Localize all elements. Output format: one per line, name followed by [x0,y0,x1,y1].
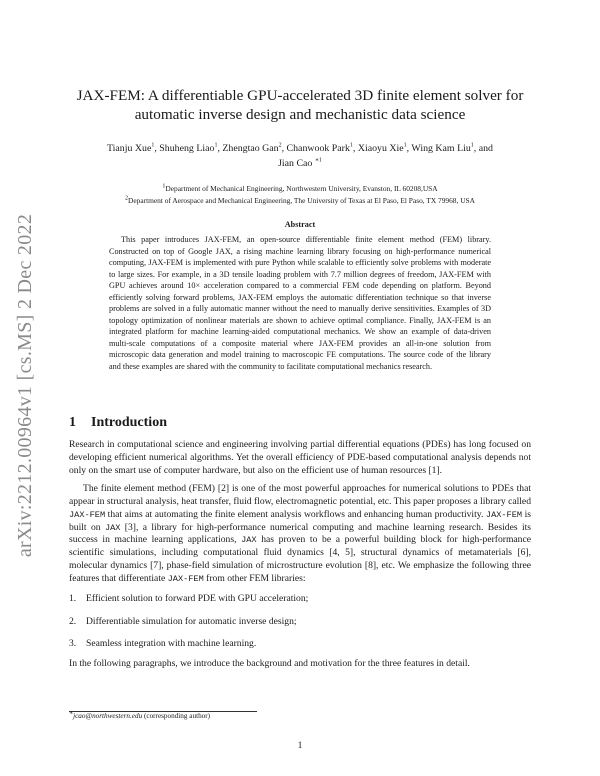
list-item [69,593,531,606]
list-number: 2. [69,615,77,627]
author: Jian Cao [278,158,313,169]
abstract-text: This paper introduces JAX-FEM, an open-source differentiable finite element method (FEM) library. Constructed on top of Google JAX, a rising machine learning library focusing on high-performance numerical computing, JAX-FEM is implemented with pure Python while scalable to efficiently solve problems with moderate to large sizes. For example, in a 3D tensile loading problem with 7.7 million degrees of freedom, JAX-FEM with GPU achieves around 10× acceleration compared to a commercial FEM code depending on platform. Beyond efficiently solving forward problems, JAX-FEM employs the automatic differentiation technique so that inverse problems are solved in a fully automatic manner without the need to manually derive sensitivities. Examples of 3D topology optimization of nonlinear materials are shown to achieve optimal compliance. Finally, JAX-FEM is an integrated platform for machine learning-aided computational mechanics. We show an example of data-driven multi-scale computations of a composite material where JAX-FEM provides an all-in-one solution from microscopic data generation and model training to macroscopic FE computations. The source code of the library and these examples are shared with the community to facilitate computational mechanics research. [109,235,491,372]
paragraph: In the following paragraphs, we introduce the background and motivation for the three features in detail. [69,658,470,669]
footnote [69,712,210,720]
author-affil-mark: 1 [349,142,353,149]
page-number: 1 [297,740,303,751]
code-inline: JAX-FEM [485,509,523,520]
code-inline: JAX [104,522,121,533]
affiliations [40,183,560,207]
list-item [69,638,531,651]
author-affil-mark: 1 [151,142,155,149]
author-affil-mark: 1 [214,142,218,149]
arxiv-id-text: arXiv:2212.00964v1 [cs.MS] 2 Dec 2022 [14,213,37,557]
list-text: Differentiable simulation for automatic inverse design; [86,615,297,627]
list-number: 3. [69,637,77,649]
list-item [69,616,531,629]
abstract-heading: Abstract [284,220,316,229]
affiliation-mark: 2 [125,195,129,202]
author: Chanwook Park [286,143,350,154]
author-affil-mark: 2 [278,142,282,149]
paragraph: Research in computational science and engineering involving partial differential equations (PDEs) has long focused on developing efficient numerical algorithms. Yet the overall efficiency of PDE-based computational analysis depends not only on the smart use of computer hardware, but also on the efficient use of human resources [1]. [69,439,531,476]
text-run: The finite element method (FEM) [2] is one of the most powerful approaches for numerical solutions to PDEs that appear in structural analysis, heat transfer, fluid flow, electromagnetic potential, etc. This paper proposes a library called [69,483,531,507]
code-inline: JAX [241,535,257,546]
title-line-2: automatic inverse design and mechanistic data science [134,106,466,123]
section-heading [69,415,167,431]
author-list: Tianju Xue$^1$, Shuheng Liao$^1$, Zhengtao Gan$^2$, Chanwook Park$^1$, Xiaoyu Xie$^1$, Wing Kam Liu$^1$, and Jian Cao $^{∗1}$ [107,142,493,169]
body-text [69,439,531,671]
footnote-text: (corresponding author) [142,712,211,720]
author: Shuheng Liao [159,143,215,154]
section-number: 1 [69,415,76,430]
abstract [109,234,491,373]
list-text: Efficient solution to forward PDE with GPU acceleration; [86,593,309,605]
text-run: from other FEM libraries: [203,572,306,584]
code-inline: JAX-FEM [167,573,204,584]
title-line-1: JAX-FEM: A differentiable GPU-accelerated 3D finite element solver for [76,87,524,104]
paper-title [60,86,540,124]
affiliation-mark: 1 [162,183,166,190]
feature-list [69,593,531,650]
list-number: 1. [69,593,77,605]
author-affil-mark: ∗1 [314,157,322,164]
author-conjunction: , and [473,143,493,154]
affiliation [40,195,560,207]
code-inline: JAX-FEM [69,509,106,520]
text-run: is built on [69,508,531,533]
section-title: Introduction [91,415,167,430]
paragraph [69,483,531,585]
author-affil-mark: 1 [470,142,474,149]
author-affil-mark: 1 [403,142,407,149]
author: Wing Kam Liu [411,143,471,154]
footnote-email: jcao@northwestern.edu [73,712,143,720]
author: Zhengtao Gan [222,143,279,154]
affiliation-text: Department of Aerospace and Mechanical Engineering, The University of Texas at El Paso, El Paso, TX 79968, USA [128,196,475,205]
footnote-mark: ∗ [69,710,74,717]
list-text: Seamless integration with machine learning. [86,637,257,649]
text-run: that aims at automating the finite element analysis workflows and enhancing human productivity. [105,508,486,520]
affiliation [40,183,560,195]
author: Tianju Xue [107,143,152,154]
author: Xiaoyu Xie [357,143,404,154]
text-run: [3], a library for high-performance numerical computing and machine learning research. Besides its success in machine learning applications, [69,521,532,546]
text-run: has proven to be a powerful building block for high-performance scientific simulations, including computational fluid dynamics [4, 5], structural dynamics of metamaterials [6], molecular dynamics [7], phase-field simulation of microstructure evolution [8], etc. We emphasize the following three features that differentiate [69,534,531,584]
arxiv-stamp [8,195,44,575]
affiliation-text: Department of Mechanical Engineering, Northwestern University, Evanston, IL 60208,USA [165,184,438,193]
